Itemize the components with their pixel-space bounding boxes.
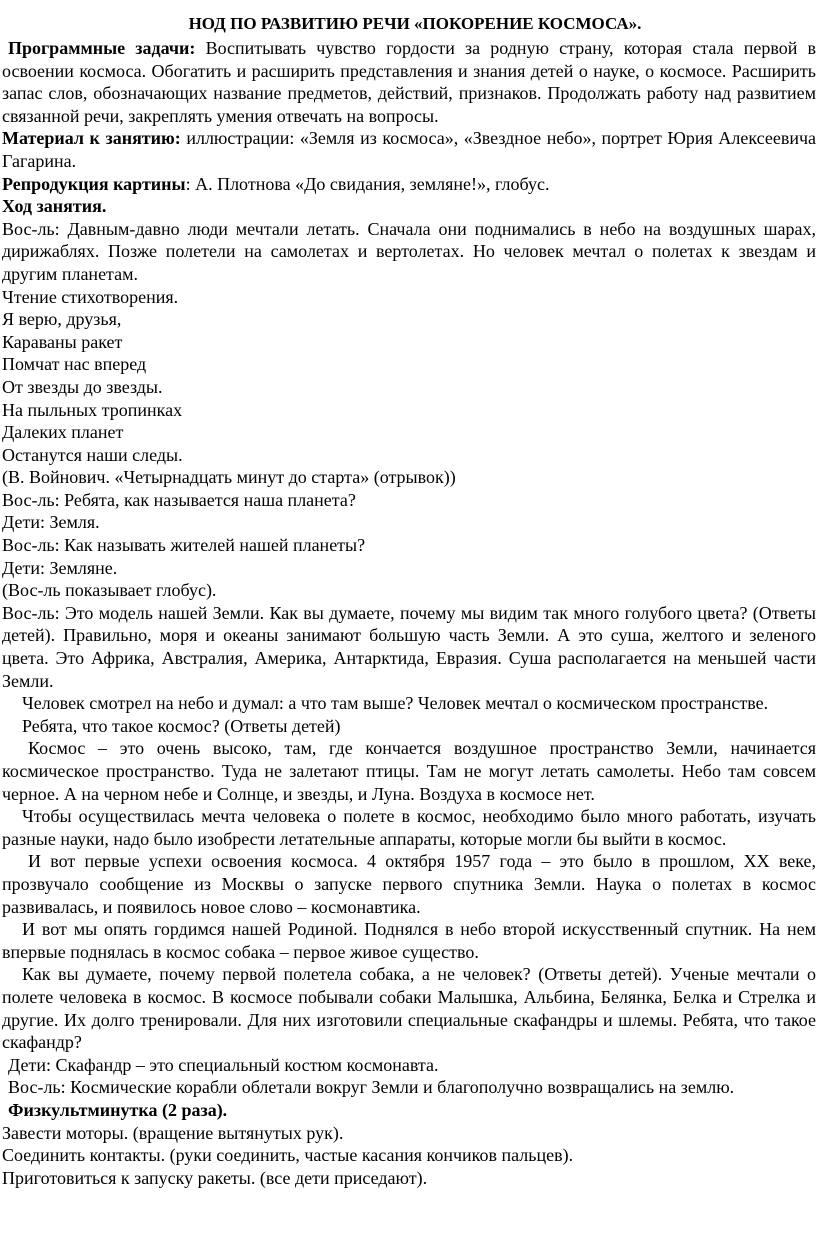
paragraph: Космос – это очень высоко, там, где кончается воздушное пространство Земли, начинается космическое пространство. Туда не залетают птицы. Там не могут летать самолеты. Небо там совсем черное. А на черном небе и Солнце, и звезды, и Луна. Воздуха в космосе нет. — [2, 738, 816, 804]
exercise-line: Соединить контакты. (руки соединить, частые касания кончиков пальцев). — [2, 1145, 574, 1166]
paragraph: Вос-ль: Давным-давно люди мечтали летать. Сначала они поднимались в небо на воздушных шарах, дирижаблях. Позже полетели на самолетах и вертолетах. Но человек мечтал о полетах к звездам и другим планетам. — [2, 218, 816, 284]
stage-note: (Вос-ль показывает глобус). — [2, 580, 217, 601]
paragraph: Человек смотрел на небо и думал: а что там выше? Человек мечтал о космическом пространстве. — [22, 693, 769, 714]
poem-line: Караваны ракет — [2, 331, 123, 352]
paragraph: И вот первые успехи освоения космоса. 4 октября 1957 года – это было в прошлом, XX веке, прозвучало сообщение из Москвы о запуске первого спутника Земли. Наука о полетах в космос развивалась, и появилось новое слово – космонавтика. — [2, 851, 816, 917]
program-tasks-label: Программные задачи: — [8, 38, 196, 58]
reproduction-text: : А. Плотнова «До свидания, земляне!», глобус. — [185, 173, 550, 194]
materials-label: Материал к занятию: — [2, 128, 181, 149]
dialogue-line: Дети: Скафандр – это специальный костюм космонавта. — [8, 1054, 439, 1075]
dialogue-line: Дети: Земляне. — [2, 557, 118, 578]
paragraph: И вот мы опять гордимся нашей Родиной. Поднялся в небо второй искусственный спутник. На нем впервые поднялась в космос собака – первое живое существо. — [2, 919, 816, 962]
exercise-line: Приготовиться к запуску ракеты. (все дети приседают). — [2, 1167, 428, 1188]
exercise-line: Завести моторы. (вращение вытянутых рук). — [2, 1122, 344, 1143]
poem-line: Я верю, друзья, — [2, 309, 122, 330]
course-heading — [2, 195, 816, 218]
poem-line: На пыльных тропинках — [2, 399, 183, 420]
program-tasks-text: Воспитывать чувство гордости за родную страну, которая стала первой в освоении космоса. Обогатить и расширить представления и знания детей о науке, о космосе. Расширить запас слов, обозначающих название предметов, действий, признаков. Продолжать работу над развитием связанной речи, закреплять умения отвечать на вопросы. — [2, 38, 816, 126]
dialogue-line: Вос-ль: Ребята, как называется наша планета? — [2, 489, 356, 510]
materials — [2, 127, 816, 172]
paragraph: Как вы думаете, почему первой полетела собака, а не человек? (Ответы детей). Ученые мечтали о полете человека в космос. В космосе побывали собаки Малышка, Альбина, Белянка, Белка и Стрелка и другие. Их долго тренировали. Для них изготовили специальные скафандры и шлемы. Ребята, что такое скафандр? — [2, 964, 816, 1053]
poem-line: Помчат нас вперед — [2, 354, 147, 375]
course-heading-label: Ход занятия. — [2, 196, 107, 217]
poem-line: От звезды до звезды. — [2, 376, 163, 397]
paragraph: Чтобы осуществилась мечта человека о полете в космос, необходимо было много работать, изучать разные науки, надо было изобрести летательные аппараты, которые могли бы выйти в космос. — [2, 806, 816, 849]
reproduction-label: Репродукция картины — [2, 173, 186, 194]
paragraph: Ребята, что такое космос? (Ответы детей) — [22, 715, 341, 736]
dialogue-line: Дети: Земля. — [2, 512, 100, 533]
exercise-heading — [2, 1099, 816, 1122]
dialogue-line: Вос-ль: Космические корабли облетали вокруг Земли и благополучно возвращались на землю. — [8, 1077, 735, 1098]
poem-line: Останутся наши следы. — [2, 444, 183, 465]
dialogue-line: Вос-ль: Как называть жителей нашей планеты? — [2, 535, 366, 556]
paragraph: Вос-ль: Это модель нашей Земли. Как вы думаете, почему мы видим так много голубого цвета? (Ответы детей). Правильно, моря и океаны занимают большую часть Земли. А это суша, желтого и зеленого цвета. Это Африка, Австралия, Америка, Антарктида, Евразия. Суша располагается на меньшей части Земли. — [2, 602, 816, 691]
program-tasks — [2, 37, 816, 127]
materials-text: иллюстрации: «Земля из космоса», «Звездное небо», портрет Юрия Алексеевича Гагарина. — [2, 128, 816, 171]
page-title: НОД ПО РАЗВИТИЮ РЕЧИ «ПОКОРЕНИЕ КОСМОСА». — [188, 14, 642, 33]
poem-line: Далеких планет — [2, 422, 124, 443]
paragraph: Чтение стихотворения. — [2, 286, 179, 307]
poem-source: (В. Войнович. «Четырнадцать минут до старта» (отрывок)) — [2, 467, 456, 488]
exercise-heading-label: Физкультминутка (2 раза). — [8, 1099, 228, 1120]
reproduction — [2, 173, 816, 196]
